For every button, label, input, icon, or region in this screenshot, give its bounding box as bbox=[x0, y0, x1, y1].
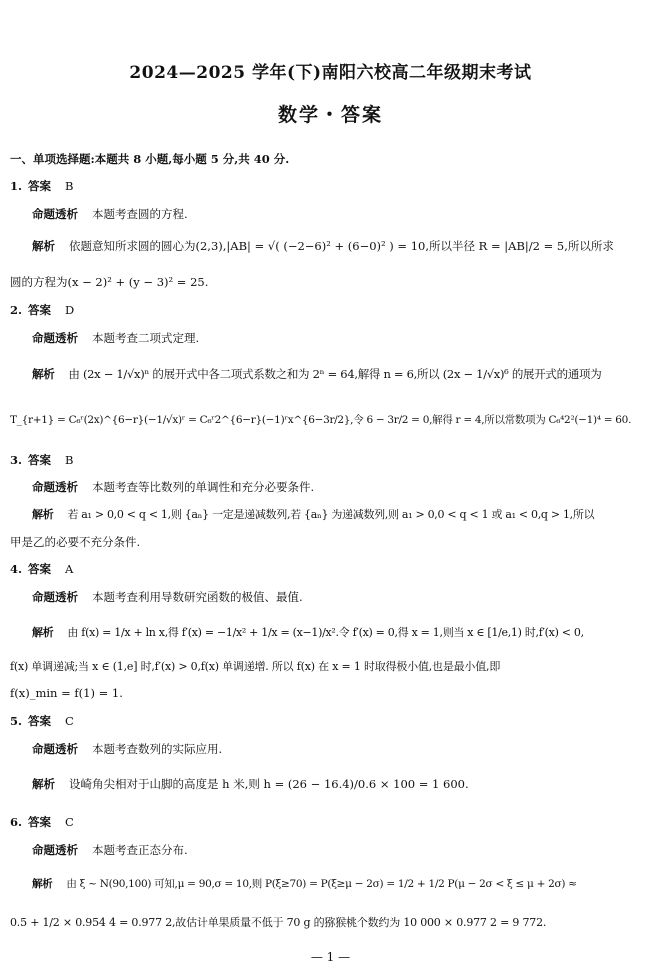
question-number: 2. bbox=[10, 303, 23, 317]
solution-text: 由 f(x) = 1/x + ln x,得 f′(x) = −1/x² + 1/x = (x−1)/x².令 f′(x) = 0,得 x = 1,则当 x ∈ [1/e,1) 时,f′(x) < 0, bbox=[67, 626, 584, 639]
question-4-analysis bbox=[32, 589, 649, 605]
question-number: 6. bbox=[10, 815, 23, 829]
solution-label: 解析 bbox=[32, 367, 55, 381]
question-4-header bbox=[10, 561, 73, 577]
question-5-header bbox=[10, 713, 74, 729]
solution-label: 解析 bbox=[32, 239, 55, 253]
solution-text: 由 (2x − 1/√x)ⁿ 的展开式中各二项式系数之和为 2ⁿ = 64,解得 n = 6,所以 (2x − 1/√x)⁶ 的展开式的通项为 bbox=[68, 367, 602, 381]
analysis-label: 命题透析 bbox=[32, 480, 78, 494]
answer-label: 答案 bbox=[28, 714, 52, 728]
page-number: — 1 — bbox=[310, 950, 351, 964]
page-title: 2024—2025 学年(下)南阳六校高二年级期末考试 bbox=[129, 63, 532, 83]
solution-label: 解析 bbox=[32, 777, 55, 791]
analysis-text: 本题考查正态分布. bbox=[92, 843, 188, 857]
analysis-text: 本题考查等比数列的单调性和充分必要条件. bbox=[92, 480, 315, 494]
question-1-solution-line2: 圆的方程为(x − 2)² + (y − 3)² = 25. bbox=[10, 275, 209, 289]
question-6-solution-line1 bbox=[32, 876, 649, 891]
answer-value: B bbox=[65, 453, 74, 467]
answer-label: 答案 bbox=[28, 179, 52, 193]
answer-value: B bbox=[65, 179, 74, 193]
solution-text: 若 a₁ > 0,0 < q < 1,则 {aₙ} 一定是递减数列,若 {aₙ} 为递减数列,则 a₁ > 0,0 < q < 1 或 a₁ < 0,q > 1,所以 bbox=[67, 508, 595, 521]
answer-value: A bbox=[65, 562, 74, 576]
analysis-label: 命题透析 bbox=[32, 742, 78, 756]
answer-label: 答案 bbox=[28, 562, 52, 576]
question-5-solution-line1 bbox=[32, 776, 649, 792]
analysis-label: 命题透析 bbox=[32, 207, 78, 221]
question-number: 4. bbox=[10, 562, 23, 576]
analysis-label: 命题透析 bbox=[32, 331, 78, 345]
solution-label: 解析 bbox=[32, 508, 54, 521]
question-6-solution-line2: 0.5 + 1/2 × 0.954 4 = 0.977 2,故估计单果质量不低于 70 g 的猕猴桃个数约为 10 000 × 0.977 2 = 9 772. bbox=[10, 916, 547, 929]
solution-text: 设崎角尖相对于山脚的高度是 h 米,则 h = (26 − 16.4)/0.6 × 100 = 1 600. bbox=[69, 777, 469, 791]
answer-label: 答案 bbox=[28, 815, 52, 829]
question-5-analysis bbox=[32, 741, 649, 757]
analysis-text: 本题考查圆的方程. bbox=[92, 207, 188, 221]
analysis-label: 命题透析 bbox=[32, 590, 78, 604]
answer-value: C bbox=[65, 714, 74, 728]
answer-value: D bbox=[65, 303, 75, 317]
question-3-solution-line2: 甲是乙的必要不充分条件. bbox=[10, 535, 141, 549]
question-4-solution-line3: f(x)_min = f(1) = 1. bbox=[10, 686, 123, 700]
question-6-header bbox=[10, 814, 74, 830]
section-heading: 一、单项选择题:本题共 8 小题,每小题 5 分,共 40 分. bbox=[10, 152, 290, 166]
question-4-solution-line1 bbox=[32, 624, 649, 640]
answer-label: 答案 bbox=[28, 453, 52, 467]
analysis-text: 本题考查二项式定理. bbox=[92, 331, 200, 345]
solution-label: 解析 bbox=[32, 878, 53, 890]
answer-value: C bbox=[65, 815, 74, 829]
question-3-analysis bbox=[32, 479, 649, 495]
question-number: 3. bbox=[10, 453, 23, 467]
question-2-solution-line2: T_{r+1} = C₆ʳ(2x)^{6−r}(−1/√x)ʳ = C₆ʳ2^{6−r}(−1)ʳx^{6−3r/2},令 6 − 3r/2 = 0,解得 r = 4,所以常数项为 C₆⁴2²(−1)⁴ = 60. bbox=[10, 414, 632, 426]
question-2-header bbox=[10, 302, 74, 318]
analysis-text: 本题考查利用导数研究函数的极值、最值. bbox=[92, 590, 303, 604]
question-number: 5. bbox=[10, 714, 23, 728]
analysis-text: 本题考查数列的实际应用. bbox=[92, 742, 223, 756]
question-6-analysis bbox=[32, 842, 649, 858]
analysis-label: 命题透析 bbox=[32, 843, 78, 857]
answer-label: 答案 bbox=[28, 303, 52, 317]
question-3-header bbox=[10, 452, 73, 468]
question-2-solution-line1 bbox=[32, 366, 649, 382]
question-2-analysis bbox=[32, 330, 649, 346]
question-4-solution-line2: f(x) 单调递减;当 x ∈ (1,e] 时,f′(x) > 0,f(x) 单调递增. 所以 f(x) 在 x = 1 时取得极小值,也是最小值,即 bbox=[10, 660, 501, 673]
solution-text: 依题意知所求圆的圆心为(2,3),|AB| = √( (−2−6)² + (6−0)² ) = 10,所以半径 R = |AB|/2 = 5,所以所求 bbox=[69, 239, 614, 253]
page-subtitle: 数学・答案 bbox=[277, 104, 383, 126]
question-1-solution-line1 bbox=[32, 238, 649, 254]
solution-text: 由 ξ ~ N(90,100) 可知,μ = 90,σ = 10,则 P(ξ≥70) = P(ξ≥μ − 2σ) = 1/2 + 1/2 P(μ − 2σ < ξ ≤ μ + 2σ) ≈ bbox=[66, 878, 577, 890]
solution-label: 解析 bbox=[32, 626, 54, 639]
question-1-analysis bbox=[32, 206, 649, 222]
question-number: 1. bbox=[10, 179, 23, 193]
question-3-solution-line1 bbox=[32, 506, 649, 522]
question-1-header bbox=[10, 178, 73, 194]
